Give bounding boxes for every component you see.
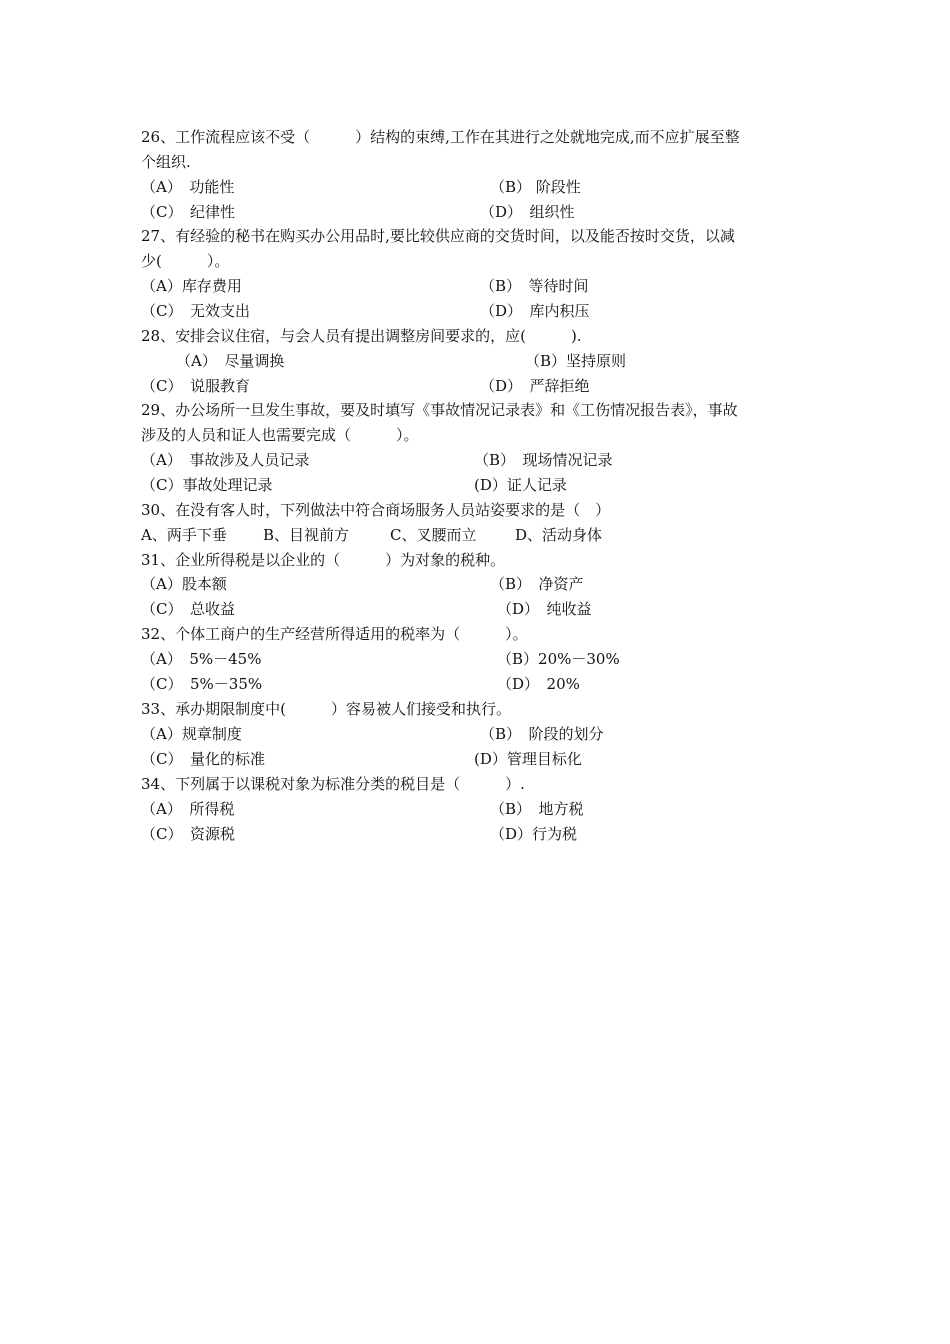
question-33-option-d: (D）管理目标化 — [474, 750, 582, 768]
question-27-option-d: （D） 库内积压 — [480, 302, 590, 320]
question-28-stem-line-1: 28、安排会议住宿，与会人员有提出调整房间要求的，应( ). — [141, 327, 582, 345]
question-33-option-c: （C） 量化的标准 — [141, 750, 265, 768]
question-28-option-a: （A） 尽量调换 — [176, 352, 285, 370]
question-26-option-b: （B） 阶段性 — [490, 178, 581, 196]
question-34-option-b: （B） 地方税 — [490, 800, 584, 818]
question-30-option-b: B、目视前方 — [263, 526, 350, 544]
question-30-option-a: A、两手下垂 — [141, 526, 227, 544]
question-33-option-b: （B） 阶段的划分 — [480, 725, 604, 743]
question-29-stem-line-1: 29、办公场所一旦发生事故，要及时填写《事故情况记录表》和《工伤情况报告表》，事故 — [141, 401, 738, 419]
question-28-option-c: （C） 说服教育 — [141, 377, 250, 395]
question-27-option-c: （C） 无效支出 — [141, 302, 250, 320]
question-26-option-a: （A） 功能性 — [141, 178, 235, 196]
question-34-stem-line-1: 34、下列属于以课税对象为标准分类的税目是（ ）. — [141, 775, 525, 793]
question-34-option-c: （C） 资源税 — [141, 825, 235, 843]
question-27-option-b: （B） 等待时间 — [480, 277, 589, 295]
question-29-option-c: （C）事故处理记录 — [141, 476, 273, 494]
question-31-option-b: （B） 净资产 — [490, 575, 584, 593]
question-30-option-d: D、活动身体 — [515, 526, 603, 544]
question-31-option-c: （C） 总收益 — [141, 600, 235, 618]
question-26-stem-line-1: 26、工作流程应该不受（ ）结构的束缚,工作在其进行之处就地完成,而不应扩展至整 — [141, 128, 740, 146]
question-31-option-a: （A）股本额 — [141, 575, 227, 593]
question-27-stem-line-1: 27、有经验的秘书在购买办公用品时,要比较供应商的交货时间，以及能否按时交货，以减 — [141, 227, 735, 245]
question-32-option-b: （B）20%－30% — [497, 650, 620, 668]
question-26-stem-line-2: 个组织. — [141, 153, 191, 171]
question-32-stem-line-1: 32、个体工商户的生产经营所得适用的税率为（ ）。 — [141, 625, 528, 643]
question-29-option-b: （B） 现场情况记录 — [474, 451, 613, 469]
question-26-option-d: （D） 组织性 — [480, 203, 575, 221]
question-31-option-d: （D） 纯收益 — [497, 600, 592, 618]
question-33-option-a: （A）规章制度 — [141, 725, 242, 743]
question-29-option-a: （A） 事故涉及人员记录 — [141, 451, 310, 469]
question-27-stem-line-2: 少( ）。 — [141, 252, 230, 270]
question-29-option-d: (D）证人记录 — [474, 476, 567, 494]
question-34-option-a: （A） 所得税 — [141, 800, 235, 818]
question-33-stem-line-1: 33、承办期限制度中( ）容易被人们接受和执行。 — [141, 700, 511, 718]
question-27-option-a: （A）库存费用 — [141, 277, 242, 295]
question-32-option-c: （C） 5%－35% — [141, 675, 263, 693]
question-31-stem-line-1: 31、企业所得税是以企业的（ ）为对象的税种。 — [141, 551, 506, 569]
question-26-option-c: （C） 纪律性 — [141, 203, 235, 221]
question-30-option-c: C、叉腰而立 — [390, 526, 477, 544]
question-28-option-b: （B）坚持原则 — [525, 352, 627, 370]
question-32-option-d: （D） 20% — [497, 675, 580, 693]
question-30-stem-line-1: 30、在没有客人时，下列做法中符合商场服务人员站姿要求的是（ ） — [141, 501, 611, 519]
question-28-option-d: （D） 严辞拒绝 — [480, 377, 590, 395]
question-34-option-d: （D）行为税 — [490, 825, 578, 843]
question-32-option-a: （A） 5%－45% — [141, 650, 262, 668]
question-29-stem-line-2: 涉及的人员和证人也需要完成（ ）。 — [141, 426, 419, 444]
